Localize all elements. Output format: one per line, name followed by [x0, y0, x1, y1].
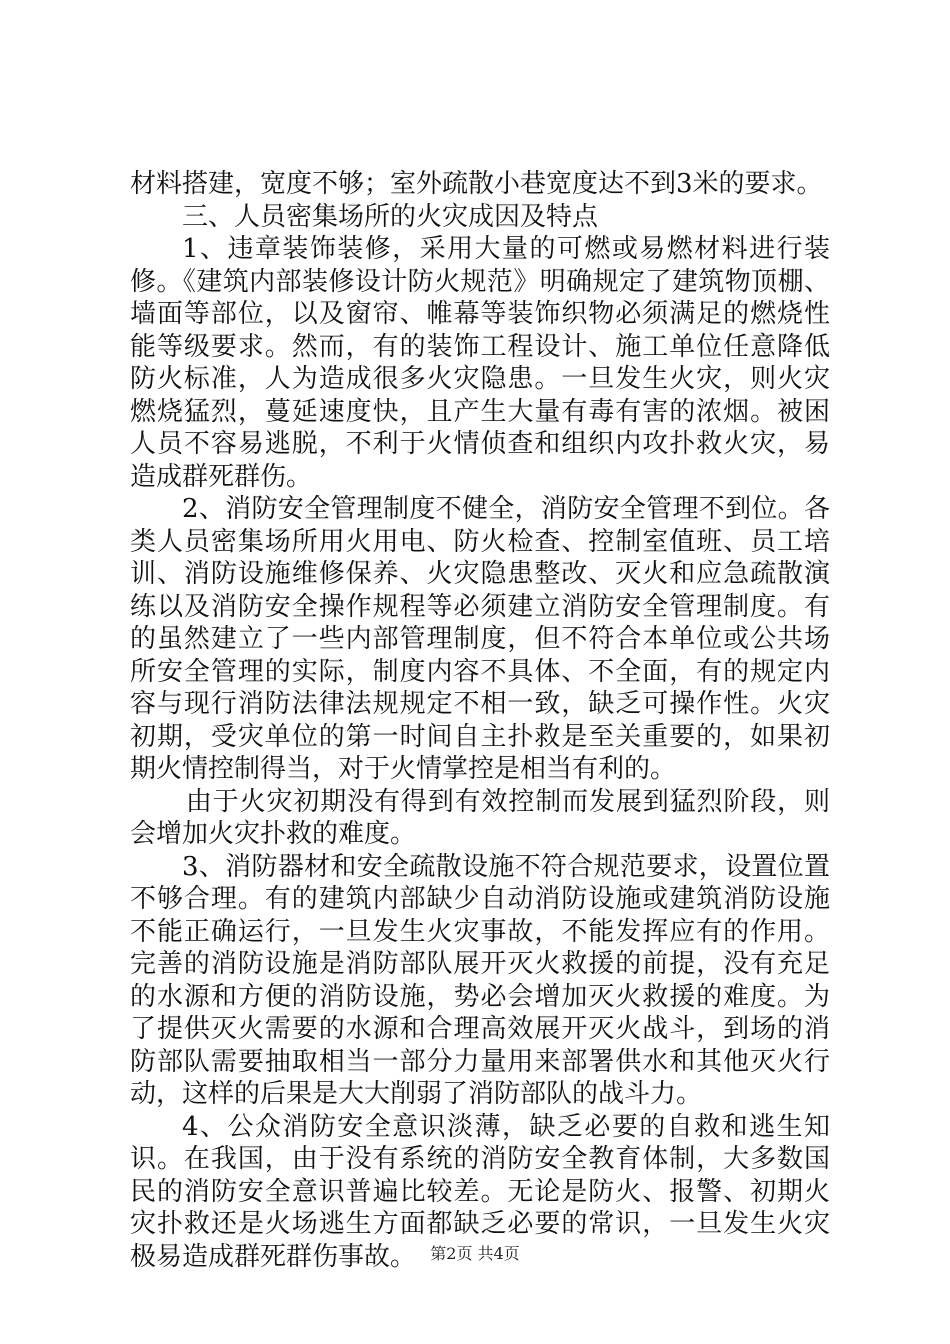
paragraph-item-2-continuation: 由于火灾初期没有得到有效控制而发展到猛烈阶段，则会增加火灾扑救的难度。 — [130, 786, 830, 849]
paragraph-item-1: 1、违章装饰装修，采用大量的可燃或易燃材料进行装修。《建筑内部装修设计防火规范》明确规定了建筑物顶棚、墙面等部位，以及窗帘、帷幕等装饰织物必须满足的燃烧性能等级要求。然而，有的装饰工程设计、施工单位任意降低防火标准，人为造成很多火灾隐患。一旦发生火灾，则火灾燃烧猛烈，蔓延速度快，且产生大量有毒有害的浓烟。被困人员不容易逃脱，不利于火情侦查和组织内攻扑救火灾，易造成群死群伤。 — [130, 234, 830, 492]
page-footer — [0, 1244, 950, 1264]
paragraph-continuation: 材料搭建，宽度不够；室外疏散小巷宽度达不到3米的要求。 — [130, 169, 823, 199]
document-body — [130, 168, 830, 1273]
page-number-label: 第2页 共4页 — [430, 1244, 520, 1263]
section-heading: 三、人员密集场所的火灾成因及特点 — [182, 201, 599, 232]
paragraph-item-4: 4、公众消防安全意识淡薄，缺乏必要的自救和逃生知识。在我国，由于没有系统的消防安全教育体制，大多数国民的消防安全意识普遍比较差。无论是防火、报警、初期火灾扑救还是火场逃生方面都缺乏必要的常识，一旦发生火灾极易造成群死群伤事故。 — [130, 1111, 830, 1272]
paragraph-item-3: 3、消防器材和安全疏散设施不符合规范要求，设置位置不够合理。有的建筑内部缺少自动消防设施或建筑消防设施不能正确运行，一旦发生火灾事故，不能发挥应有的作用。完善的消防设施是消防部队展开灭火救援的前提，没有充足的水源和方便的消防设施，势必会增加灭火救援的难度。为了提供灭火需要的水源和合理高效展开灭火战斗，到场的消防部队需要抽取相当一部分力量用来部署供水和其他灭火行动，这样的后果是大大削弱了消防部队的战斗力。 — [130, 851, 830, 1109]
paragraph-item-2: 2、消防安全管理制度不健全，消防安全管理不到位。各类人员密集场所用火用电、防火检查、控制室值班、员工培训、消防设施维修保养、火灾隐患整改、灭火和应急疏散演练以及消防安全操作规程等必须建立消防安全管理制度。有的虽然建立了一些内部管理制度，但不符合本单位或公共场所安全管理的实际，制度内容不具体、不全面，有的规定内容与现行消防法律法规规定不相一致，缺乏可操作性。火灾初期，受灾单位的第一时间自主扑救是至关重要的，如果初期火情控制得当，对于火情掌控是相当有利的。 — [130, 494, 830, 784]
